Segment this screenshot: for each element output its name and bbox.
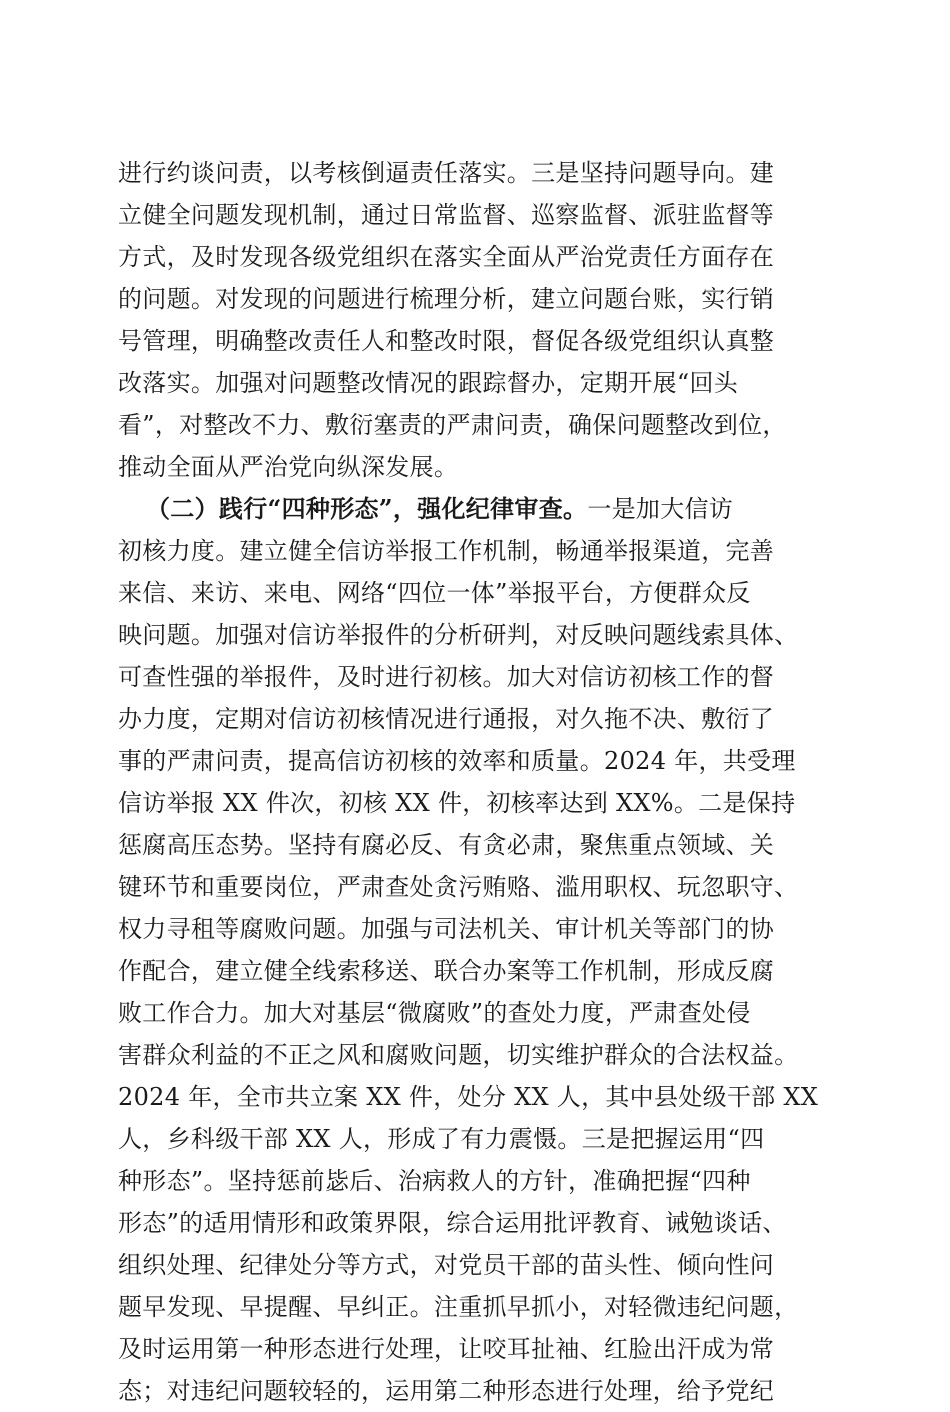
text-line: 立健全问题发现机制，通过日常监督、巡察监督、派驻监督等 [118,201,775,229]
text-line: 改落实。加强对问题整改情况的跟踪督办，定期开展“回头 [118,369,739,397]
text-line: 映问题。加强对信访举报件的分析研判，对反映问题线索具体、 [118,621,799,649]
text-line: 可查性强的举报件，及时进行初核。加大对信访初核工作的督 [118,663,775,691]
text-line: 2024 年，全市共立案 XX 件，处分 XX 人，其中县处级干部 XX [118,1083,819,1111]
text-line: 号管理，明确整改责任人和整改时限，督促各级党组织认真整 [118,327,775,355]
text-line: 权力寻租等腐败问题。加强与司法机关、审计机关等部门的协 [118,915,775,943]
body-text [118,152,838,1412]
text-line: 态；对违纪问题较轻的，运用第二种形态进行处理，给予党纪 [118,1377,775,1405]
text-line: 的问题。对发现的问题进行梳理分析，建立问题台账，实行销 [118,285,775,313]
text-line: 人，乡科级干部 XX 人，形成了有力震慑。三是把握运用“四 [118,1125,765,1153]
text-line: 来信、来访、来电、网络“四位一体”举报平台，方便群众反 [118,579,751,607]
section-heading-line [118,488,838,530]
section-heading: （二）践行“四种形态”，强化纪律审查。 [146,494,588,523]
text-line: 作配合，建立健全线索移送、联合办案等工作机制，形成反腐 [118,957,775,985]
text-line: 进行约谈问责，以考核倒逼责任落实。三是坚持问题导向。建 [118,159,775,187]
text-line: 种形态”。坚持惩前毖后、治病救人的方针，准确把握“四种 [118,1167,751,1195]
text-line: 败工作合力。加大对基层“微腐败”的查处力度，严肃查处侵 [118,999,751,1027]
text-line: 惩腐高压态势。坚持有腐必反、有贪必肃，聚焦重点领域、关 [118,831,775,859]
text-line: 键环节和重要岗位，严肃查处贪污贿赂、滥用职权、玩忽职守、 [118,873,799,901]
text-line: 办力度，定期对信访初核情况进行通报，对久拖不决、敷衍了 [118,705,775,733]
text-line: 方式，及时发现各级党组织在落实全面从严治党责任方面存在 [118,243,775,271]
text-line: 及时运用第一种形态进行处理，让咬耳扯袖、红脸出汗成为常 [118,1335,775,1363]
text-line: 信访举报 XX 件次，初核 XX 件，初核率达到 XX%。二是保持 [118,789,796,817]
text-line: 组织处理、纪律处分等方式，对党员干部的苗头性、倾向性问 [118,1251,775,1279]
heading-tail-text: 一是加大信访 [587,495,734,523]
text-line: 事的严肃问责，提高信访初核的效率和质量。2024 年，共受理 [118,747,796,775]
text-line: 推动全面从严治党向纵深发展。 [118,453,459,481]
text-line: 看”，对整改不力、敷衍塞责的严肃问责，确保问题整改到位， [118,411,787,439]
text-line: 害群众利益的不正之风和腐败问题，切实维护群众的合法权益。 [118,1041,799,1069]
text-line: 题早发现、早提醒、早纠正。注重抓早抓小，对轻微违纪问题， [118,1293,799,1321]
text-line: 初核力度。建立健全信访举报工作机制，畅通举报渠道，完善 [118,537,775,565]
text-line: 形态”的适用情形和政策界限，综合运用批评教育、诫勉谈话、 [118,1209,787,1237]
